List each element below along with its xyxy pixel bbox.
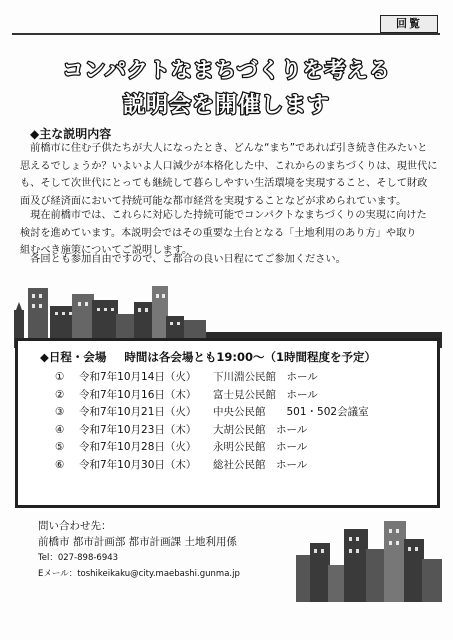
schedule-heading: ◆日程・会場 xyxy=(40,350,107,364)
session-venue: 大胡公民館 ホール xyxy=(213,423,308,436)
session-number: ③ xyxy=(55,406,65,418)
schedule-row xyxy=(55,457,369,475)
schedule-row xyxy=(55,404,369,422)
title-line-1: コンパクトなまちづくりを考える xyxy=(62,58,391,82)
session-number: ⑥ xyxy=(55,458,65,471)
schedule-row xyxy=(55,439,369,457)
contact-phone: Tel：027-898-6943 xyxy=(38,553,119,563)
paragraph-line: 前橋市に住む子供たちが大人になったとき、どんな“まち”であれば引き続き住みたいと xyxy=(20,143,428,154)
paragraph-line: 現在前橋市では、これらに対応した持続可能でコンパクトなまちづくりの実現に向けた xyxy=(20,210,427,221)
contact-info xyxy=(38,518,240,582)
schedule-heading-line xyxy=(40,349,376,365)
schedule-row xyxy=(55,387,369,405)
session-date: 令和7年10月23日（木） xyxy=(79,423,197,436)
description-paragraph-3 xyxy=(20,251,436,269)
session-number: ② xyxy=(55,388,65,401)
city-skyline-corner-illustration xyxy=(296,515,442,602)
session-venue: 永明公民館 ホール xyxy=(213,441,308,453)
session-venue: 中央公民館 501・502会議室 xyxy=(213,406,369,418)
session-date: 令和7年10月21日（火） xyxy=(79,406,197,418)
schedule-row xyxy=(55,369,369,387)
session-date: 令和7年10月14日（火） xyxy=(79,371,197,383)
session-venue: 富士見公民館 ホール xyxy=(213,388,318,401)
schedule-box xyxy=(15,338,440,508)
schedule-row xyxy=(55,422,369,440)
session-number: ① xyxy=(55,371,65,383)
section-heading: ◆主な説明内容 xyxy=(30,127,112,141)
session-number: ④ xyxy=(55,423,65,436)
session-venue: 下川淵公民館 ホール xyxy=(213,371,318,383)
session-date: 令和7年10月28日（火） xyxy=(79,441,197,453)
description-paragraph-1 xyxy=(20,140,436,210)
contact-organization: 前橋市 都市計画部 都市計画課 土地利用係 xyxy=(38,536,238,548)
paragraph-line: 各回とも参加自由ですので、ご都合の良い日程にてご参加ください。 xyxy=(20,254,346,265)
session-number: ⑤ xyxy=(55,441,65,453)
schedule-time-note: 時間は各会場とも19:00～（1時間程度を予定） xyxy=(124,350,376,364)
contact-email: Eメール：toshikeikaku@city.maebashi.gunma.jp xyxy=(38,569,240,579)
contact-label: 問い合わせ先： xyxy=(38,520,112,532)
session-date: 令和7年10月30日（木） xyxy=(79,458,197,471)
paragraph-line: も、そして次世代にとっても継続して暮らしやすい生活環境を実現すること、そして財政 xyxy=(20,178,428,189)
schedule-list xyxy=(55,369,369,474)
top-divider xyxy=(12,33,440,35)
session-date: 令和7年10月16日（木） xyxy=(79,388,197,401)
circulation-stamp: 回覧 xyxy=(380,15,438,33)
session-venue: 総社公民館 ホール xyxy=(213,458,308,471)
title-line-2: 説明会を開催します xyxy=(122,93,330,118)
paragraph-line: 組むべき施策についてご説明します。 xyxy=(20,245,193,256)
paragraph-line: 検討を進めています。本説明会ではその重要な土台となる「土地利用のあり方」や取り xyxy=(20,227,417,239)
paragraph-line: 思えるでしょうか？いよいよ人口減少が本格化した中、これからのまちづくりは、現世代に xyxy=(20,160,438,172)
paragraph-line: 面及び経済面において持続可能な都市経営を実現することなどが求められています。 xyxy=(20,195,407,207)
